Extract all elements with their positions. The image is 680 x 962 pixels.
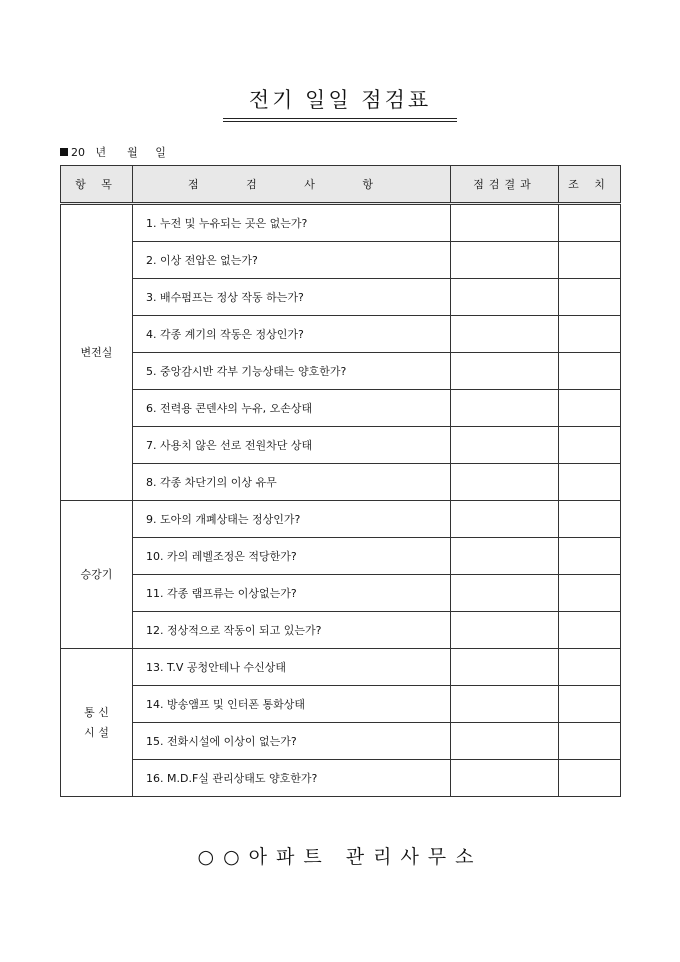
category-cell [61,501,133,649]
result-cell[interactable] [451,760,559,797]
table-row [61,575,621,612]
table-row [61,760,621,797]
inspection-item: 12. 정상적으로 작동이 되고 있는가? [133,612,451,649]
action-cell[interactable] [559,464,621,501]
category-label: 통 신 [84,705,109,719]
table-body [61,204,621,797]
header-action: 조 치 [559,166,621,204]
action-cell[interactable] [559,427,621,464]
header-row [61,166,621,204]
result-cell[interactable] [451,316,559,353]
date-text: 20 년 월 일 [71,146,166,159]
header-result: 점검결과 [451,166,559,204]
category-cell [61,204,133,501]
table-row [61,242,621,279]
inspection-item: 8. 각종 차단기의 이상 유무 [133,464,451,501]
inspection-item: 14. 방송앰프 및 인터폰 통화상태 [133,686,451,723]
result-cell[interactable] [451,464,559,501]
result-cell[interactable] [451,612,559,649]
category-label: 변전실 [80,345,113,359]
header-item: 점 검 사 항 [133,166,451,204]
inspection-item: 1. 누전 및 누유되는 곳은 없는가? [133,204,451,242]
table-row [61,464,621,501]
inspection-item: 11. 각종 램프류는 이상없는가? [133,575,451,612]
result-cell[interactable] [451,723,559,760]
table-row [61,538,621,575]
result-cell[interactable] [451,353,559,390]
result-cell[interactable] [451,575,559,612]
result-cell[interactable] [451,649,559,686]
result-cell[interactable] [451,538,559,575]
inspection-item: 2. 이상 전압은 없는가? [133,242,451,279]
title-wrap [0,84,680,119]
inspection-item: 15. 전화시설에 이상이 없는가? [133,723,451,760]
action-cell[interactable] [559,501,621,538]
result-cell[interactable] [451,242,559,279]
category-cell [61,649,133,797]
action-cell[interactable] [559,242,621,279]
action-cell[interactable] [559,353,621,390]
action-cell[interactable] [559,204,621,242]
action-cell[interactable] [559,723,621,760]
inspection-item: 6. 전력용 콘덴샤의 누유, 오손상태 [133,390,451,427]
inspection-item: 4. 각종 계기의 작동은 정상인가? [133,316,451,353]
action-cell[interactable] [559,538,621,575]
table-row [61,686,621,723]
result-cell[interactable] [451,204,559,242]
inspection-item: 3. 배수펌프는 정상 작동 하는가? [133,279,451,316]
table-row [61,204,621,242]
inspection-item: 9. 도아의 개폐상태는 정상인가? [133,501,451,538]
inspection-item: 16. M.D.F실 관리상태도 양호한가? [133,760,451,797]
inspection-item: 5. 중앙감시반 각부 기능상태는 양호한가? [133,353,451,390]
result-cell[interactable] [451,390,559,427]
result-cell[interactable] [451,686,559,723]
table-row [61,649,621,686]
table-row [61,353,621,390]
action-cell[interactable] [559,390,621,427]
date-line [60,144,166,160]
result-cell[interactable] [451,279,559,316]
action-cell[interactable] [559,612,621,649]
action-cell[interactable] [559,649,621,686]
result-cell[interactable] [451,427,559,464]
action-cell[interactable] [559,575,621,612]
table-row [61,390,621,427]
office-footer: ○○아파트 관리사무소 [197,846,483,868]
action-cell[interactable] [559,279,621,316]
header-category: 항 목 [61,166,133,204]
table-row [61,723,621,760]
table-row [61,279,621,316]
inspection-item: 13. T.V 공청안테나 수신상태 [133,649,451,686]
inspection-table [60,165,621,797]
inspection-item: 7. 사용치 않은 선로 전원차단 상태 [133,427,451,464]
result-cell[interactable] [451,501,559,538]
square-bullet-icon [60,148,68,156]
action-cell[interactable] [559,686,621,723]
action-cell[interactable] [559,760,621,797]
table-row [61,501,621,538]
category-label: 시 설 [84,725,109,739]
table-row [61,427,621,464]
category-label: 승강기 [80,567,113,581]
inspection-item: 10. 카의 레벨조정은 적당한가? [133,538,451,575]
action-cell[interactable] [559,316,621,353]
table-row [61,612,621,649]
table-row [61,316,621,353]
page-title: 전기 일일 점검표 [223,84,457,119]
